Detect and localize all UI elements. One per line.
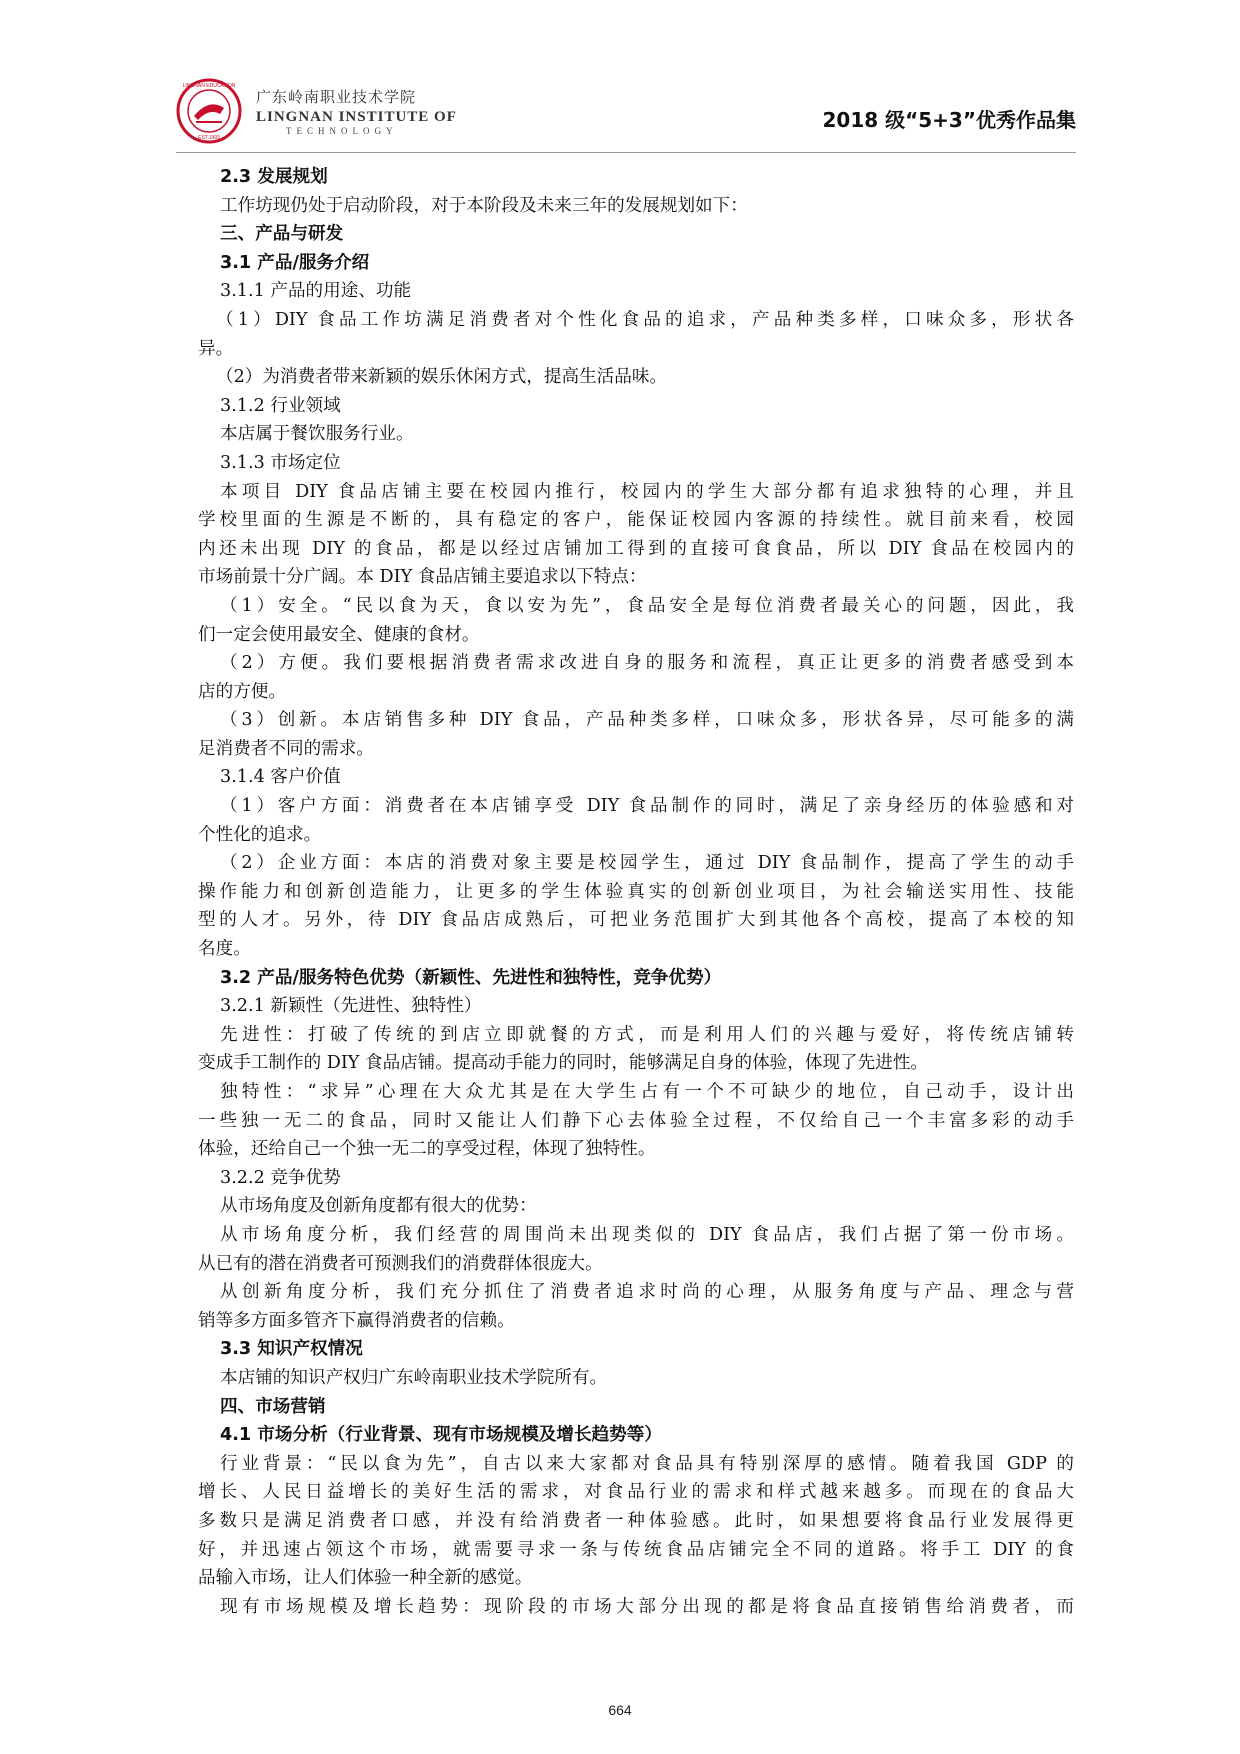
subsection-heading: 3.2.2 竞争优势 [220,1167,341,1188]
paragraph-line: 本店属于餐饮服务行业。 [220,424,414,445]
paragraph-line: （2）为消费者带来新颖的娱乐休闲方式，提高生活品味。 [216,367,668,388]
school-name-block [256,86,457,136]
paragraph-line: 工作坊现仍处于启动阶段，对于本阶段及未来三年的发展规划如下： [220,195,748,216]
section-heading: 3.1 产品/服务介绍 [220,252,370,273]
paragraph-line: 现有市场规模及增长趋势：现阶段的市场大部分出现的都是将食品直接销售给消费者，而 [220,1596,1074,1617]
paragraph-line: 个性化的追求。 [198,824,322,845]
paragraph-line: （2）方便。我们要根据消费者需求改进自身的服务和流程，真正让更多的消费者感受到本 [220,653,1074,674]
paragraph-line: 从市场角度分析，我们经营的周围尚未出现类似的 DIY 食品店，我们占据了第一份市场。 [220,1224,1074,1245]
paragraph-line: 店的方便。 [198,681,286,702]
paragraph-line: 内还未出现 DIY 的食品，都是以经过店铺加工得到的直接可食食品，所以 DIY 食品在校园内的 [198,538,1074,559]
subsection-heading: 3.1.2 行业领域 [220,395,341,416]
paragraph-line: 本项目 DIY 食品店铺主要在校园内推行，校园内的学生大部分都有追求独特的心理，并且 [220,481,1074,502]
school-name-cn: 广东岭南职业技术学院 [256,88,417,106]
chapter-heading: 四、市场营销 [220,1396,326,1417]
school-name-en-sub: TECHNOLOGY [286,126,398,136]
section-heading: 3.2 产品/服务特色优势（新颖性、先进性和独特性，竞争优势） [220,967,722,988]
paragraph-line: （3）创新。本店销售多种 DIY 食品，产品种类多样，口味众多，形状各异，尽可能多的满 [220,710,1074,731]
paragraph-line: 体验，还给自己一个独一无二的享受过程，体现了独特性。 [198,1139,656,1160]
paragraph-line: （2）企业方面：本店的消费对象主要是校园学生，通过 DIY 食品制作，提高了学生的动手 [220,853,1074,874]
paragraph-line: 本店铺的知识产权归广东岭南职业技术学院所有。 [220,1367,608,1388]
svg-text:LINGNAN EDUCATION: LINGNAN EDUCATION [182,83,236,89]
paragraph-line: 学校里面的生源是不断的，具有稳定的客户，能保证校园内客源的持续性。就目前来看，校园 [198,510,1074,531]
paragraph-line: 销等多方面多管齐下赢得消费者的信赖。 [198,1310,515,1331]
document-body [198,163,1074,1621]
paragraph-line: （1）客户方面：消费者在本店铺享受 DIY 食品制作的同时，满足了亲身经历的体验感和对 [220,796,1074,817]
header-divider [176,152,1076,153]
paragraph-line: 品输入市场，让人们体验一种全新的感觉。 [198,1568,533,1589]
page-number: 664 [608,1702,632,1718]
subsection-heading: 3.1.1 产品的用途、功能 [220,281,412,302]
paragraph-line: 增长、人民日益增长的美好生活的需求，对食品行业的需求和样式越来越多。而现在的食品大 [198,1482,1074,1503]
paragraph-line: （1）DIY 食品工作坊满足消费者对个性化食品的追求，产品种类多样，口味众多，形状各 [216,309,1074,330]
paragraph-line: 一些独一无二的食品，同时又能让人们静下心去体验全过程，不仅给自己一个丰富多彩的动手 [198,1110,1074,1131]
paragraph-line: 从创新角度分析，我们充分抓住了消费者追求时尚的心理，从服务角度与产品、理念与营 [220,1282,1074,1303]
paragraph-line: 从市场角度及创新角度都有很大的优势： [220,1196,537,1217]
school-logo [176,78,242,144]
chapter-heading: 三、产品与研发 [220,224,344,245]
collection-title: 2018 级“5+3”优秀作品集 [822,108,1076,132]
paragraph-line: 先进性：打破了传统的到店立即就餐的方式，而是利用人们的兴趣与爱好，将传统店铺转 [220,1024,1074,1045]
paragraph-line: 型的人才。另外，待 DIY 食品店成熟后，可把业务范围扩大到其他各个高校，提高了本校的知 [198,910,1074,931]
svg-text:EST.1993: EST.1993 [198,135,220,141]
subsection-heading: 3.2.1 新颖性（先进性、独特性） [220,996,482,1017]
paragraph-line: 变成手工制作的 DIY 食品店铺。提高动手能力的同时，能够满足自身的体验，体现了先进性。 [198,1053,929,1074]
paragraph-line: （1）安全。“民以食为天，食以安为先”，食品安全是每位消费者最关心的问题，因此，我 [220,595,1074,616]
page-header [176,78,1076,148]
paragraph-line: 们一定会使用最安全、健康的食材。 [198,624,480,645]
paragraph-line: 异。 [198,338,234,359]
subsection-heading: 3.1.3 市场定位 [220,452,341,473]
paragraph-line: 从已有的潜在消费者可预测我们的消费群体很庞大。 [198,1253,603,1274]
section-heading: 4.1 市场分析（行业背景、现有市场规模及增长趋势等） [220,1425,662,1446]
section-heading: 2.3 发展规划 [220,167,328,187]
paragraph-line: 足消费者不同的需求。 [198,738,374,759]
section-heading: 3.3 知识产权情况 [220,1339,363,1360]
paragraph-line: 多数只是满足消费者口感，并没有给消费者一种体验感。此时，如果想要将食品行业发展得更 [198,1510,1074,1531]
paragraph-line: 独特性：“求异”心理在大众尤其是在大学生占有一个不可缺少的地位，自己动手，设计出 [220,1082,1074,1102]
paragraph-line: 名度。 [198,939,251,960]
paragraph-line: 操作能力和创新创造能力，让更多的学生体验真实的创新创业项目，为社会输送实用性、技能 [198,881,1074,902]
school-name-en: LINGNAN INSTITUTE OF [256,109,457,125]
paragraph-line: 市场前景十分广阔。本 DIY 食品店铺主要追求以下特点： [198,567,647,588]
subsection-heading: 3.1.4 客户价值 [220,767,341,788]
paragraph-line: 行业背景：“民以食为先”，自古以来大家都对食品具有特别深厚的感情。随着我国 GDP 的 [220,1453,1074,1474]
paragraph-line: 好，并迅速占领这个市场，就需要寻求一条与传统食品店铺完全不同的道路。将手工 DIY 的食 [198,1539,1074,1560]
